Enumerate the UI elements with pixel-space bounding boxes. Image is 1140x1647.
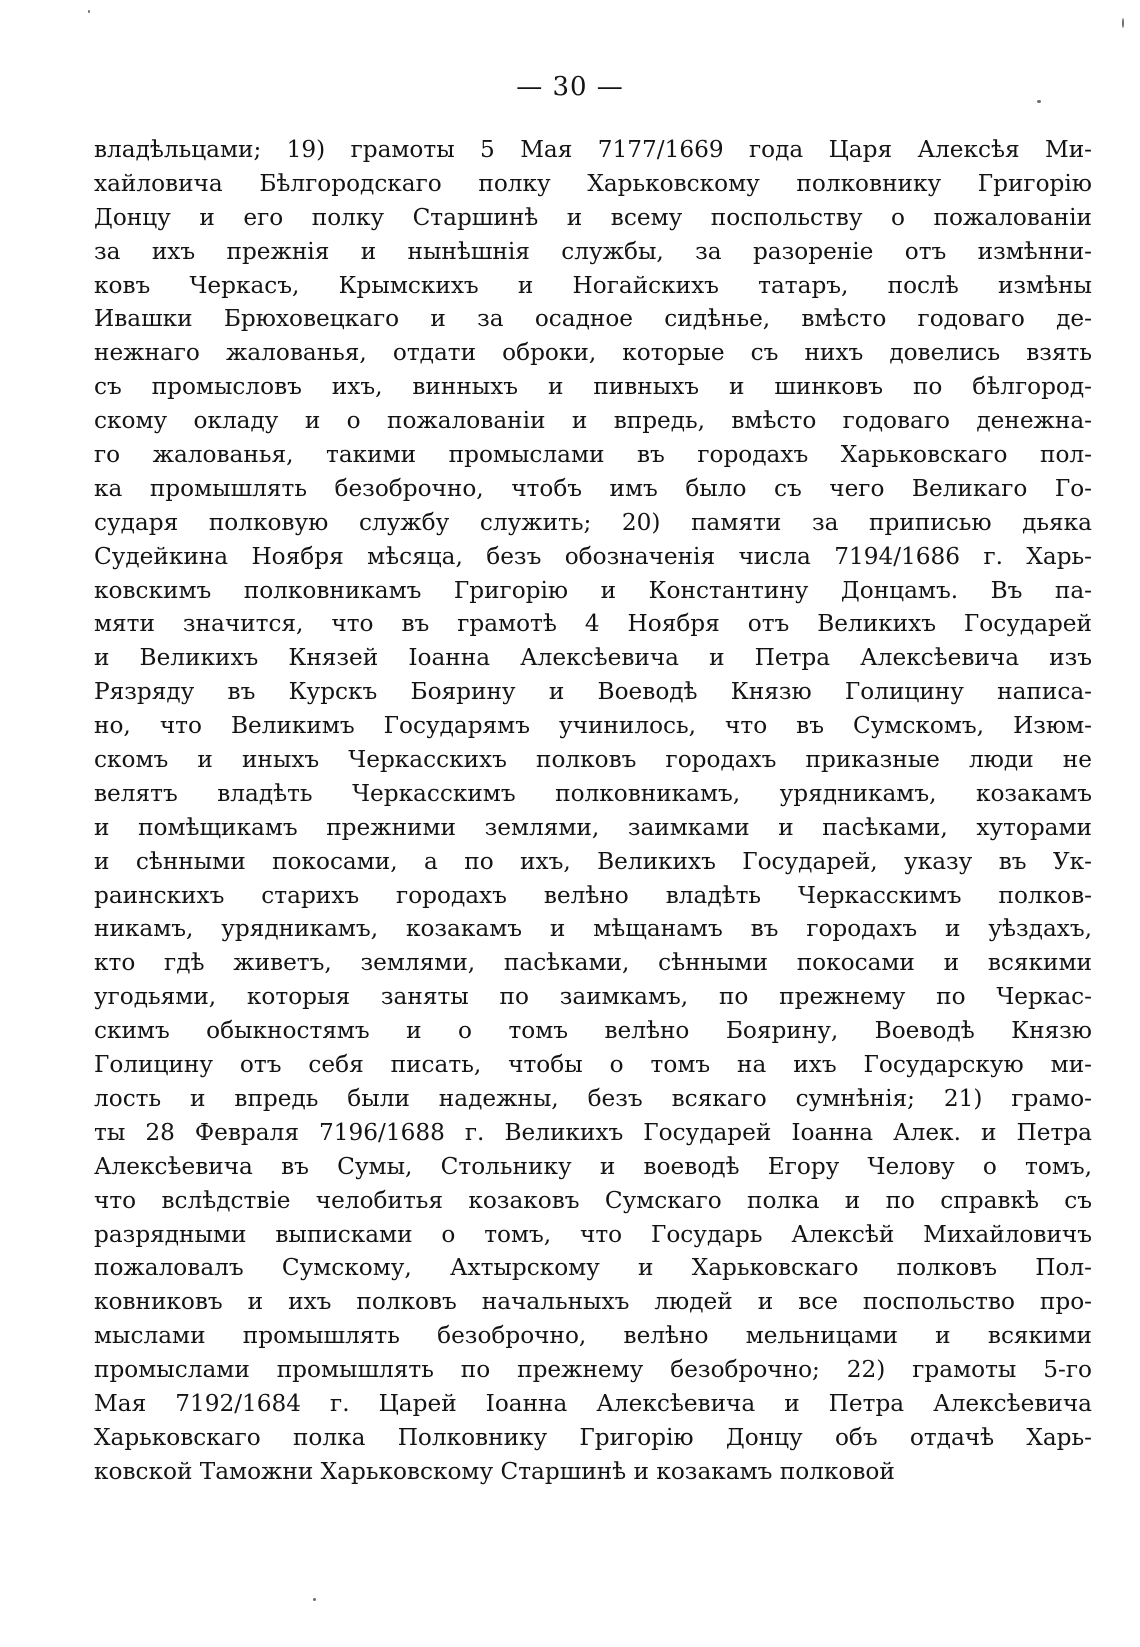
text-line: но, что Великимъ Государямъ учинилось, что въ Сумскомъ, Изюм- — [94, 712, 1092, 740]
text-line: Алексѣевича въ Сумы, Стольнику и воеводѣ Егору Челову о томъ, — [94, 1152, 1092, 1180]
text-line: ковниковъ и ихъ полковъ начальныхъ людей и все поспольство про- — [94, 1288, 1092, 1316]
text-line: разрядными выписками о томъ, что Государь Алексѣй Михайловичъ — [94, 1220, 1092, 1248]
text-line: Судейкина Ноября мѣсяца, безъ обозначенія числа 7194/1686 г. Харь- — [94, 542, 1092, 570]
text-line: кто гдѣ живетъ, землями, пасѣками, сѣнными покосами и всякими — [94, 949, 1092, 977]
text-line: ты 28 Февраля 7196/1688 г. Великихъ Государей Іоанна Алек. и Петра — [94, 1118, 1092, 1146]
text-line: сударя полковую службу служить; 20) памяти за приписью дьяка — [94, 508, 1092, 536]
scan-speck — [88, 10, 90, 13]
text-line: раинскихъ старихъ городахъ велѣно владѣть Черкасскимъ полков- — [94, 881, 1092, 909]
text-line: Ивашки Брюховецкаго и за осадное сидѣнье, вмѣсто годоваго де- — [94, 305, 1092, 333]
text-line: и помѣщикамъ прежними землями, заимками и пасѣками, хуторами — [94, 813, 1092, 841]
text-line: го жалованья, такими промыслами въ городахъ Харьковскаго пол- — [94, 441, 1092, 469]
text-line: ковской Таможни Харьковскому Старшинѣ и козакамъ полковой — [94, 1457, 895, 1485]
text-line: ка промышлять безоброчно, чтобъ имъ было съ чего Великаго Го- — [94, 474, 1092, 502]
text-line: и сѣнными покосами, а по ихъ, Великихъ Государей, указу въ Ук- — [94, 847, 1092, 875]
text-line: промыслами промышлять по прежнему безоброчно; 22) грамоты 5-го — [94, 1356, 1092, 1384]
text-line: хайловича Бѣлгородскаго полку Харьковскому полковнику Григорію — [94, 169, 1092, 197]
text-line: скимъ обыкностямъ и о томъ велѣно Боярину, Воеводѣ Князю — [94, 1017, 1092, 1045]
text-line: ковъ Черкасъ, Крымскихъ и Ногайскихъ татаръ, послѣ измѣны — [94, 271, 1092, 299]
text-line: что вслѣдствіе челобитья козаковъ Сумскаго полка и по справкѣ съ — [94, 1186, 1092, 1214]
text-line: съ промысловъ ихъ, винныхъ и пивныхъ и шинковъ по бѣлгород- — [94, 373, 1092, 401]
text-line: лость и впредь были надежны, безъ всякаго сумнѣнія; 21) грамо- — [94, 1084, 1092, 1112]
text-line: мяти значится, что въ грамотѣ 4 Ноября отъ Великихъ Государей — [94, 610, 1092, 638]
text-line: владѣльцами; 19) грамоты 5 Мая 7177/1669 года Царя Алексѣя Ми- — [94, 136, 1092, 163]
scan-speck — [1122, 18, 1124, 28]
text-line: скому окладу и о пожалованіи и впредь, вмѣсто годоваго денежна- — [94, 407, 1092, 435]
text-line: велятъ владѣть Черкасскимъ полковникамъ, урядникамъ, козакамъ — [94, 779, 1092, 807]
text-line: ковскимъ полковникамъ Григорію и Константину Донцамъ. Въ па- — [94, 576, 1092, 604]
text-line: никамъ, урядникамъ, козакамъ и мѣщанамъ въ городахъ и уѣздахъ, — [94, 915, 1092, 943]
text-line: за ихъ прежнія и нынѣшнія службы, за разореніе отъ измѣнни- — [94, 237, 1092, 265]
text-line: нежнаго жалованья, отдати оброки, которые съ нихъ довелись взять — [94, 339, 1092, 367]
text-line: и Великихъ Князей Іоанна Алексѣевича и Петра Алексѣевича изъ — [94, 644, 1092, 672]
text-line: мыслами промышлять безоброчно, велѣно мельницами и всякими — [94, 1322, 1092, 1350]
text-line: Харьковскаго полка Полковнику Григорію Донцу объ отдачѣ Харь- — [94, 1423, 1092, 1451]
page-number: — 30 — — [516, 72, 624, 102]
text-line: Донцу и его полку Старшинѣ и всему поспольству о пожалованіи — [94, 203, 1092, 231]
body-text — [94, 133, 1092, 1489]
text-line: Голицину отъ себя писать, чтобы о томъ на ихъ Государскую ми- — [94, 1051, 1092, 1079]
text-line: скомъ и иныхъ Черкасскихъ полковъ городахъ приказные люди не — [94, 746, 1092, 774]
scan-speck — [313, 1598, 316, 1601]
text-line: Рязряду въ Курскъ Боярину и Воеводѣ Князю Голицину написа- — [94, 678, 1092, 706]
text-line: Мая 7192/1684 г. Царей Іоанна Алексѣевича и Петра Алексѣевича — [94, 1389, 1092, 1417]
text-line: пожаловалъ Сумскому, Ахтырскому и Харьковскаго полковъ Пол- — [94, 1254, 1092, 1282]
scan-speck — [1037, 100, 1041, 103]
text-line: угодьями, которыя заняты по заимкамъ, по прежнему по Черкас- — [94, 983, 1092, 1011]
